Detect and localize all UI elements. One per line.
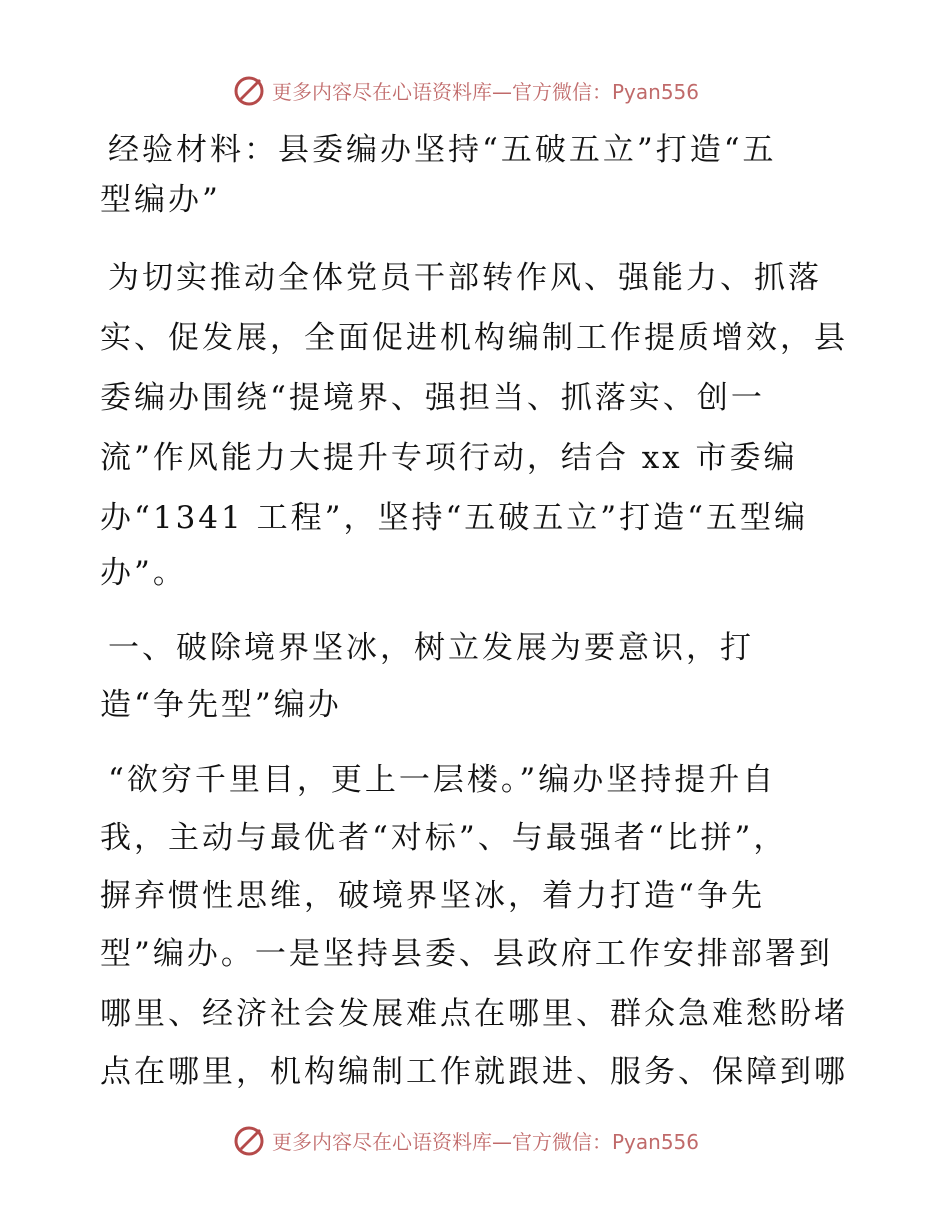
intro-line-5: 办“1341 工程”，坚持“五破五立”打造“五型编 — [100, 500, 808, 536]
watermark-footer — [232, 1120, 699, 1160]
brush-logo-icon — [232, 72, 268, 108]
intro-line-2: 实、促发展，全面促进机构编制工作提质增效，县 — [100, 320, 848, 356]
section-body-line-4: 型”编办。一是坚持县委、县政府工作安排部署到 — [100, 936, 833, 972]
intro-line-1: 为切实推动全体党员干部转作风、强能力、抓落 — [108, 260, 822, 296]
section-body-line-2: 我，主动与最优者“对标”、与最强者“比拼”， — [100, 820, 788, 856]
section-body-line-5: 哪里、经济社会发展难点在哪里、群众急难愁盼堵 — [100, 996, 848, 1032]
document-title-line-2: 型编办” — [100, 182, 221, 218]
watermark-text: 更多内容尽在心语资料库—官方微信：Pyan556 — [272, 79, 700, 104]
section-heading-line-1: 一、破除境界坚冰，树立发展为要意识，打 — [108, 630, 754, 666]
brush-logo-icon — [232, 1122, 268, 1158]
intro-line-6: 办”。 — [100, 555, 187, 591]
intro-line-3: 委编办围绕“提境界、强担当、抓落实、创一 — [100, 380, 765, 416]
section-heading-line-2: 造“争先型”编办 — [100, 687, 342, 723]
section-body-line-1: “欲穷千里目，更上一层楼。”编办坚持提升自 — [108, 762, 777, 798]
section-body-line-3: 摒弃惯性思维，破境界坚冰，着力打造“争先 — [100, 878, 765, 914]
section-body-line-6: 点在哪里，机构编制工作就跟进、服务、保障到哪 — [100, 1054, 848, 1090]
document-title-line-1: 经验材料：县委编办坚持“五破五立”打造“五 — [108, 132, 777, 168]
watermark-text: 更多内容尽在心语资料库—官方微信：Pyan556 — [272, 1129, 700, 1154]
watermark-header — [232, 70, 699, 110]
intro-line-4: 流”作风能力大提升专项行动，结合 xx 市委编 — [100, 440, 798, 476]
